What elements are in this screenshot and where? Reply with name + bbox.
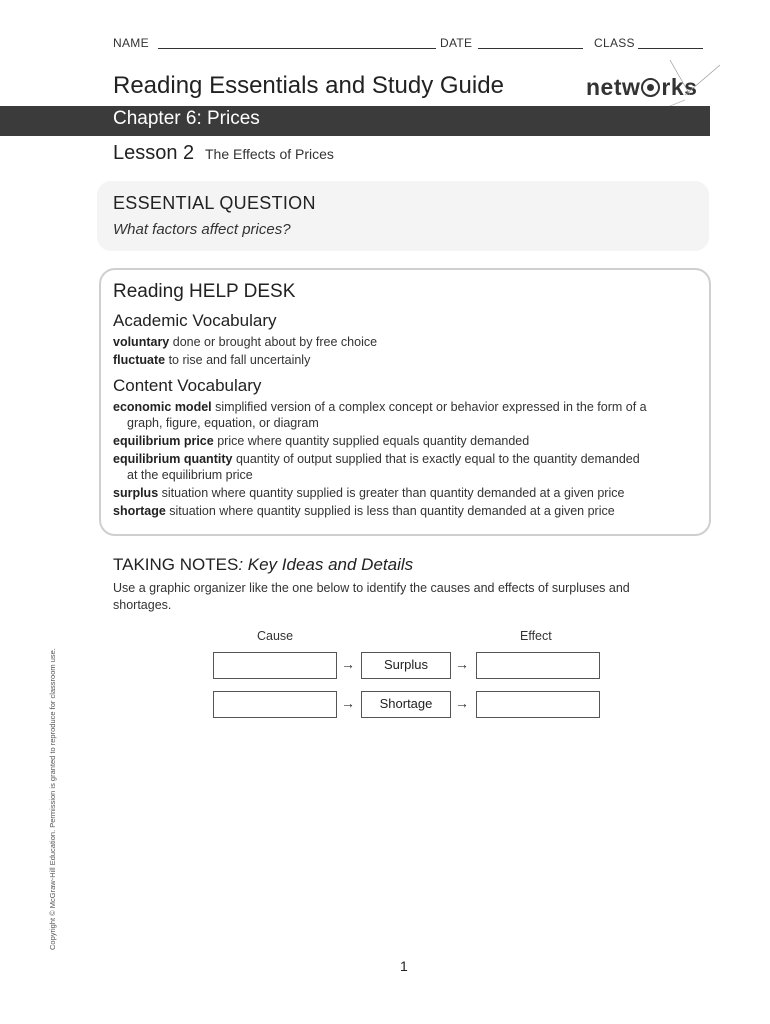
- date-field[interactable]: [478, 48, 583, 49]
- essential-question-box: [97, 181, 709, 251]
- page-number: 1: [400, 958, 408, 974]
- vocab-definition: quantity of output supplied that is exactly equal to the quantity demanded: [235, 452, 640, 466]
- help-desk-heading: Reading HELP DESK: [113, 281, 296, 302]
- shortage-box: Shortage: [361, 691, 451, 718]
- vocab-item: [113, 399, 693, 431]
- vocab-item: [113, 451, 693, 483]
- taking-notes-heading: [113, 555, 413, 575]
- taking-notes-heading-plain: TAKING NOTES: [113, 555, 239, 574]
- vocab-definition: to rise and fall uncertainly: [168, 353, 311, 367]
- taking-notes-heading-italic: : Key Ideas and Details: [238, 555, 414, 574]
- content-vocab-heading: Content Vocabulary: [113, 376, 262, 395]
- arrow-right-icon: →: [455, 656, 469, 672]
- logo-text-end: rks: [661, 74, 698, 100]
- vocab-item: [113, 485, 693, 501]
- vocab-definition: price where quantity supplied equals quantity demanded: [217, 434, 530, 448]
- surplus-cause-field[interactable]: [213, 652, 337, 679]
- surplus-box: Surplus: [361, 652, 451, 679]
- vocab-term: surplus: [113, 486, 159, 500]
- guide-title: Reading Essentials and Study Guide: [113, 72, 504, 99]
- arrow-right-icon: →: [341, 656, 355, 672]
- vocab-item: [113, 334, 693, 350]
- surplus-effect-field[interactable]: [476, 652, 600, 679]
- taking-notes-instructions: Use a graphic organizer like the one below to identify the causes and effects of surpluses and shortages.: [113, 581, 630, 612]
- essential-question-heading: ESSENTIAL QUESTION: [113, 193, 316, 213]
- vocab-definition-cont: at the equilibrium price: [127, 468, 253, 482]
- vocab-definition: situation where quantity supplied is greater than quantity demanded at a given price: [161, 486, 625, 500]
- name-label: NAME: [113, 36, 149, 50]
- vocab-term: voluntary: [113, 335, 170, 349]
- vocab-definition: situation where quantity supplied is less than quantity demanded at a given price: [169, 504, 615, 518]
- essential-question-text: What factors affect prices?: [113, 221, 291, 238]
- academic-vocab-heading: Academic Vocabulary: [113, 311, 277, 330]
- shortage-cause-field[interactable]: [213, 691, 337, 718]
- date-label: DATE: [440, 36, 473, 50]
- vocab-term: equilibrium price: [113, 434, 214, 448]
- vocab-definition: simplified version of a complex concept or behavior expressed in the form of a: [215, 400, 647, 414]
- vocab-term: fluctuate: [113, 353, 166, 367]
- vocab-term: shortage: [113, 504, 166, 518]
- class-label: CLASS: [594, 36, 635, 50]
- vocab-definition: done or brought about by free choice: [172, 335, 378, 349]
- lesson-subtitle: The Effects of Prices: [205, 146, 334, 162]
- effect-header: Effect: [520, 629, 552, 643]
- arrow-right-icon: →: [341, 695, 355, 711]
- vocab-item: [113, 433, 693, 449]
- chapter-bar: [0, 106, 710, 136]
- copyright-notice: Copyright © McGraw-Hill Education. Permission is granted to reproduce for classroom use.: [48, 648, 57, 950]
- name-field[interactable]: [158, 48, 436, 49]
- cause-header: Cause: [257, 629, 294, 643]
- vocab-item: [113, 503, 693, 519]
- vocab-term: equilibrium quantity: [113, 452, 233, 466]
- vocab-definition-cont: graph, figure, equation, or diagram: [127, 416, 319, 430]
- vocab-item: [113, 352, 693, 368]
- arrow-right-icon: →: [455, 695, 469, 711]
- chapter-title: Chapter 6: Prices: [113, 108, 260, 129]
- vocab-term: economic model: [113, 400, 212, 414]
- lesson-label: Lesson 2: [113, 142, 195, 164]
- logo-text-start: netw: [586, 74, 641, 100]
- shortage-effect-field[interactable]: [476, 691, 600, 718]
